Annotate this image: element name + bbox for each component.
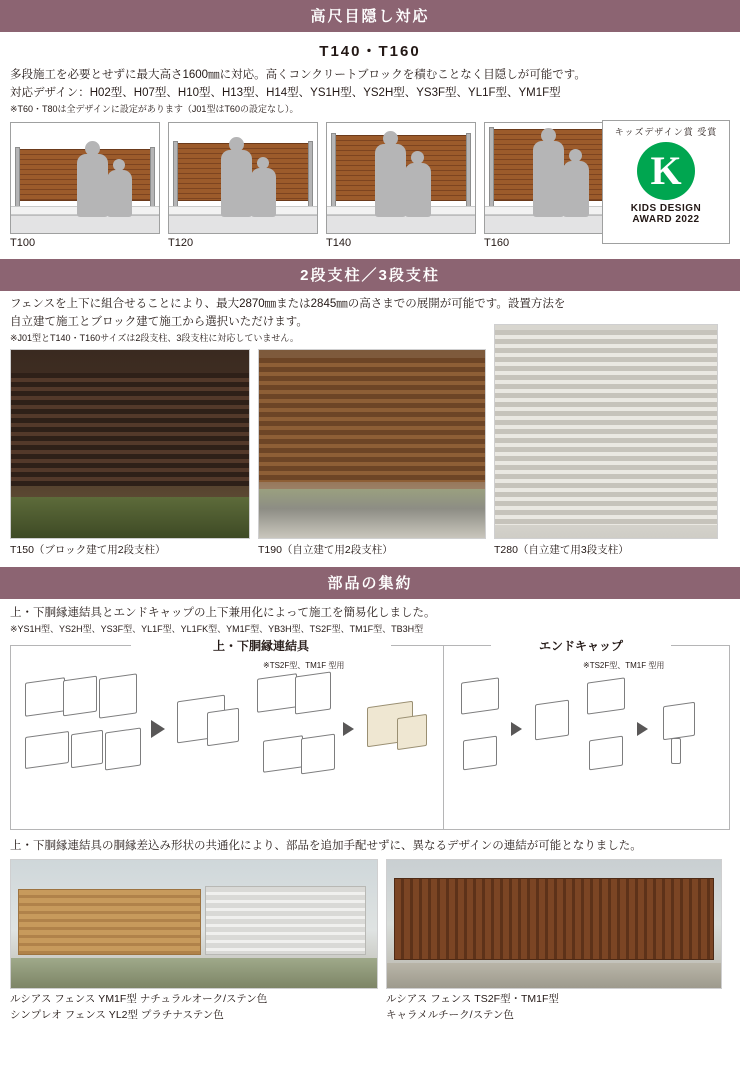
section2-note: ※J01型とT140・T160サイズは2段支柱、3段支柱に対応していません。 (10, 332, 299, 343)
fence-post-left (331, 133, 336, 215)
part-endcap-stem (671, 738, 681, 764)
subheading-t140-t160: T140・T160 (319, 43, 421, 60)
photo-t150 (10, 349, 250, 539)
photo-caption: T150（ブロック建て用2段支柱） (10, 544, 166, 557)
photo-ym1f-yl2 (10, 859, 378, 989)
part-endcap-3 (587, 677, 625, 714)
part-connector-b1 (257, 673, 297, 713)
part-endcap-4 (589, 735, 623, 770)
figure-t100 (10, 122, 160, 249)
photo-t280 (494, 324, 718, 539)
photo-item-t150 (10, 349, 250, 557)
person-body (221, 150, 252, 217)
kids-design-award-badge (602, 120, 730, 244)
ground-line (169, 215, 317, 233)
person-body (77, 154, 108, 217)
part-endcap-1 (461, 677, 499, 714)
bottom-caption-right-1: ルシアス フェンス TS2F型・TM1F型 (386, 993, 559, 1006)
section-banner-multi-post: 2段支柱／3段支柱 (0, 259, 740, 291)
figure-t140 (326, 122, 476, 249)
figure-label: T140 (326, 237, 352, 250)
part-connector-b4 (301, 733, 335, 774)
child-body (107, 170, 132, 217)
fence-post-left (15, 147, 20, 215)
person-body (375, 144, 406, 217)
person-body (533, 141, 564, 217)
process-arrow-3 (511, 722, 522, 736)
section3-lead-2: 上・下胴縁連結具の胴縁差込み形状の共通化により、部品を追加手配せずに、異なるデザインの連結が可能となりました。 (10, 839, 642, 852)
wood-fence-section (18, 889, 201, 956)
vertical-fence-section (394, 878, 715, 960)
section-banner-tall-privacy: 高尺目隠し対応 (0, 0, 740, 32)
figure-label: T100 (10, 237, 36, 250)
figure-t120 (168, 122, 318, 249)
ground (387, 963, 721, 989)
fence-post-right (308, 141, 313, 215)
part-merged-2b (397, 713, 427, 749)
award-k-mark: K (637, 142, 695, 200)
award-title-line2: AWARD 2022 (632, 214, 700, 225)
fence-post-right (150, 147, 155, 215)
section1-lead: 多段施工を必要とせずに最大高さ1600㎜に対応。高くコンクリートブロックを積むことなく目隠しが可能です。 (10, 69, 586, 81)
section-banner-parts: 部品の集約 (0, 567, 740, 599)
section2-lead-2: 自立建て施工とブロック建て施工から選択いただけます。 (10, 315, 308, 328)
ground (259, 489, 485, 538)
section1-designs: 対応デザイン：H02型、H07型、H10型、H13型、H14型、YS1H型、YS2H型、YS3F型、YL1F型、YM1F型 (10, 86, 561, 99)
part-endcap-2 (463, 735, 497, 770)
parts-box-left-title: 上・下胴縁連結具 (131, 637, 391, 654)
bottom-photo-row (0, 855, 740, 1022)
fence-slats (11, 373, 249, 486)
ground-line (11, 215, 159, 233)
grass (11, 497, 249, 538)
ground-line (327, 215, 475, 233)
fence-slats (259, 358, 485, 482)
fence-illustration-t120 (168, 122, 318, 234)
child-body (563, 161, 589, 217)
fence-post-right (466, 133, 471, 215)
bottom-caption-right-2: キャラメルチーク/ステン色 (386, 1008, 514, 1021)
grass (11, 958, 377, 989)
fence-post-left (489, 127, 494, 215)
child-body (405, 163, 431, 217)
part-connector-a2 (63, 675, 97, 716)
fence-illustration-t100 (10, 122, 160, 234)
steel-fence-section (205, 886, 366, 955)
bottom-caption-left-2: シンプレオ フェンス YL2型 プラチナステン色 (10, 1008, 224, 1021)
process-arrow-2 (343, 722, 354, 736)
award-top-text: キッズデザイン賞 受賞 (614, 127, 718, 137)
box-divider (443, 646, 444, 829)
process-arrow-1 (151, 720, 165, 738)
bottom-photo-item-left (10, 859, 378, 1022)
photo-item-t280 (494, 349, 718, 557)
figure-label: T120 (168, 237, 194, 250)
parts-box-right-title: エンドキャップ (491, 637, 671, 654)
section2-lead-1: フェンスを上下に組合せることにより、最大2870㎜または2845㎜の高さまでの展開が可能です。設置方法を (10, 298, 566, 311)
part-endcap-merged (535, 699, 569, 740)
fence-post-left (173, 141, 178, 215)
fence-illustration-t140 (326, 122, 476, 234)
bottom-caption-left-1: ルシアス フェンス YM1F型 ナチュラルオーク/ステン色 (10, 993, 268, 1006)
fence-slats (495, 330, 717, 526)
photo-item-t190 (258, 349, 486, 557)
child-body (251, 168, 276, 217)
section3-note: ※YS1H型、YS2H型、YS3F型、YL1F型、YL1FK型、YM1F型、YB3H型、TS2F型、TM1F型、TB3H型 (10, 624, 424, 635)
part-connector-a4 (25, 730, 69, 768)
award-title-line1: KIDS DESIGN (630, 203, 702, 214)
part-merged-1b (207, 707, 239, 745)
part-connector-b2 (295, 671, 331, 714)
part-connector-b3 (263, 735, 303, 773)
section1-note: ※T60・T80は全デザインに設定があります（J01型はT60の設定なし）。 (10, 103, 299, 114)
part-connector-a6 (105, 727, 141, 770)
figure-label: T160 (484, 237, 510, 250)
photo-caption: T280（自立建て用3段支柱） (494, 544, 629, 557)
parts-tiny-note-left: ※TS2F型、TM1F 型用 (263, 660, 345, 670)
parts-diagram-box (10, 638, 730, 830)
photo-t190 (258, 349, 486, 539)
part-connector-a3 (99, 673, 137, 718)
photo-caption: T190（自立建て用2段支柱） (258, 544, 393, 557)
parts-tiny-note-right: ※TS2F型、TM1F 型用 (583, 660, 665, 670)
part-connector-a1 (25, 677, 65, 717)
part-endcap-merged-2 (663, 701, 695, 739)
process-arrow-4 (637, 722, 648, 736)
photo-ts2f-tm1f (386, 859, 722, 989)
multi-post-photo-row (0, 345, 740, 557)
section3-lead: 上・下胴縁連結具とエンドキャップの上下兼用化によって施工を簡易化しました。 (10, 607, 436, 620)
bottom-photo-item-right (386, 859, 722, 1022)
part-connector-a5 (71, 729, 103, 767)
